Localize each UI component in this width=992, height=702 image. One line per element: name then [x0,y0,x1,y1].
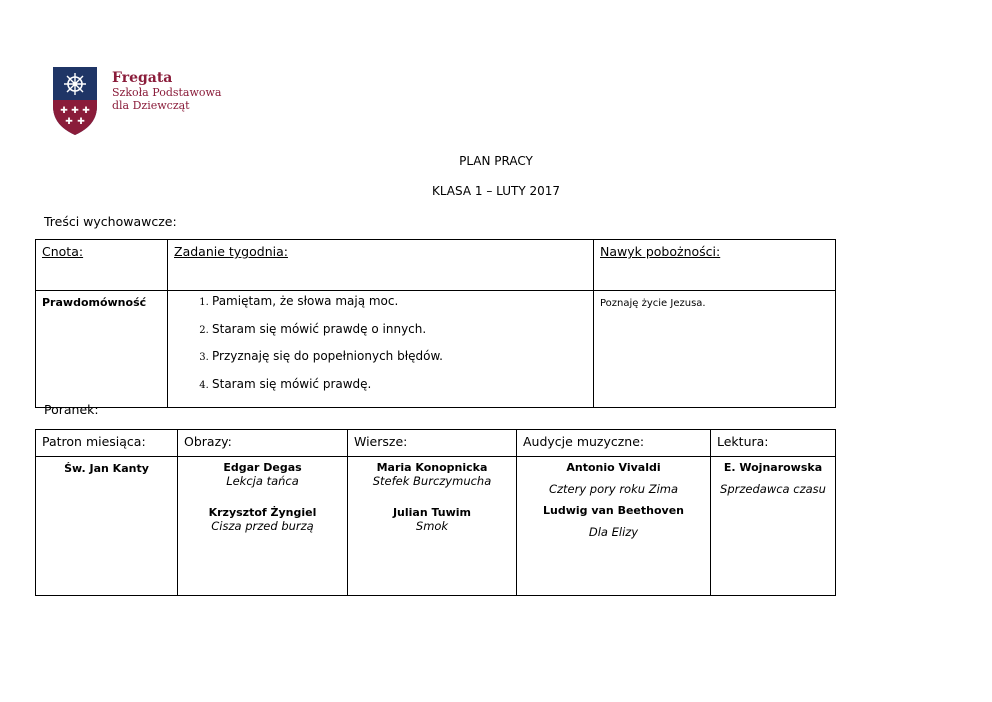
music-author: Ludwig van Beethoven [542,504,685,517]
list-item: 2. Staram się mówić prawdę o innych. [212,321,587,349]
svg-text:✚: ✚ [65,117,73,127]
music-title: Cztery pory roku Zima [548,482,679,496]
header-poems: Wiersze: [348,430,517,457]
header-patron: Patron miesiąca: [36,430,178,457]
list-item: 4. Staram się mówić prawdę. [212,376,587,404]
reading-cell [711,457,836,596]
school-type: Szkoła Podstawowa [112,86,222,99]
svg-text:✚: ✚ [71,106,79,116]
pictures-cell [178,457,348,596]
poems-cell [348,457,517,596]
header-task: Zadanie tygodnia: [168,240,594,291]
tasks-cell [168,291,594,408]
doc-subtitle: KLASA 1 – LUTY 2017 [431,184,561,198]
music-title: Dla Elizy [588,525,639,539]
header-habit: Nawyk pobożności: [594,240,836,291]
morning-table [35,429,836,596]
section-upbringing-label: Treści wychowawcze: [44,214,177,229]
reading-author: E. Wojnarowska [723,461,823,474]
habit-cell: Poznaję życie Jezusa. [594,291,836,408]
poem-author: Julian Tuwim [392,506,472,519]
school-name: Fregata [112,70,173,86]
picture-author: Krzysztof Żyngiel [208,506,317,519]
school-logo-icon [52,66,98,136]
list-item: 3. Przyznaję się do popełnionych błędów. [212,348,587,376]
header-reading: Lektura: [711,430,836,457]
picture-author: Edgar Degas [223,461,302,474]
svg-text:✚: ✚ [82,106,90,116]
school-audience: dla Dziewcząt [112,99,190,112]
music-cell [517,457,711,596]
header-music: Audycje muzyczne: [517,430,711,457]
header-pictures: Obrazy: [178,430,348,457]
poem-author: Maria Konopnicka [376,461,488,474]
music-author: Antonio Vivaldi [566,461,661,474]
tasks-list [174,293,587,403]
upbringing-table [35,239,836,408]
svg-text:✚: ✚ [77,117,85,127]
section-morning-label: Poranek: [44,402,99,417]
poem-title: Smok [415,519,449,533]
header-virtue: Cnota: [36,240,168,291]
doc-title: PLAN PRACY [459,154,533,168]
logo-text [112,70,222,112]
svg-text:✚: ✚ [60,106,68,116]
picture-title: Lekcja tańca [226,474,299,488]
list-item: 1. Pamiętam, że słowa mają moc. [212,293,587,321]
picture-title: Cisza przed burzą [211,519,314,533]
patron-cell: Św. Jan Kanty [36,457,178,596]
poem-title: Stefek Burczymucha [372,474,492,488]
reading-title: Sprzedawca czasu [720,482,826,496]
virtue-cell: Prawdomówność [36,291,168,408]
